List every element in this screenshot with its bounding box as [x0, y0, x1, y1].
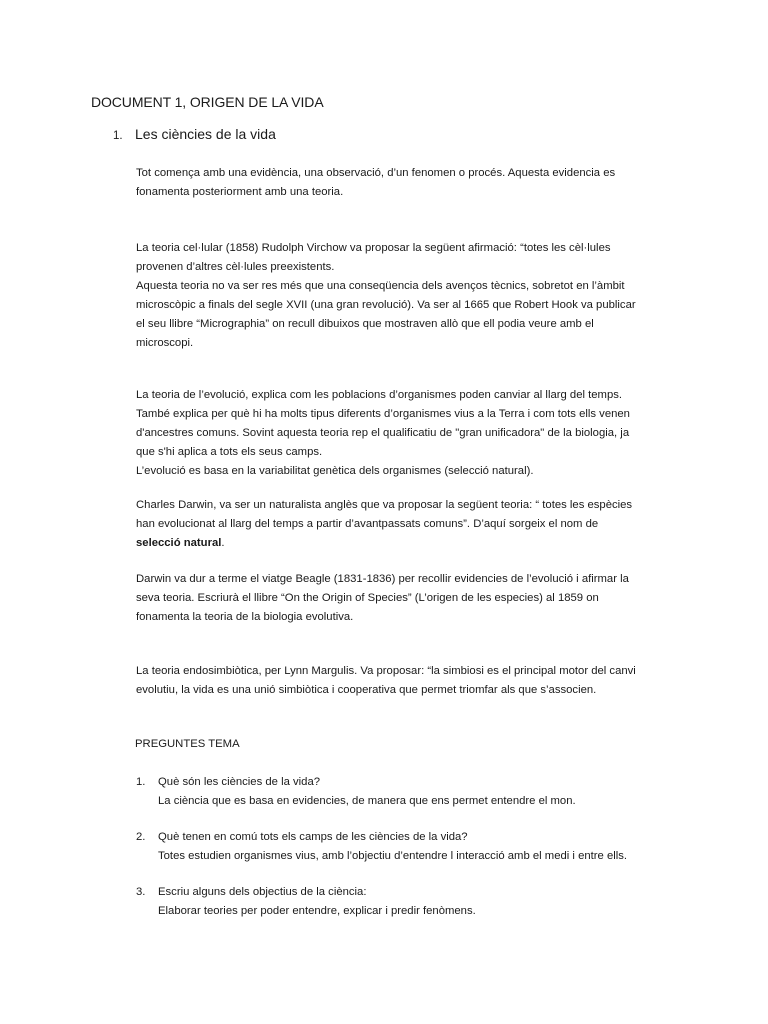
paragraph-line: Tot comença amb una evidència, una observació, d’un fenomen o procés. Aquesta evidencia es: [136, 167, 616, 179]
bold-term-tail: .: [221, 536, 225, 549]
question-number: 3.: [136, 886, 146, 898]
paragraph-endosymbiotic: [136, 662, 676, 700]
question-text: Què són les ciències de la vida?: [158, 776, 321, 788]
paragraph-line: Darwin va dur a terme el viatge Beagle (1831-1836) per recollir evidencies de l’evolució i afirmar la: [136, 573, 629, 585]
paragraph-line: La teoria cel·lular (1858) Rudolph Virchow va proposar la següent afirmació: “totes les cèl·lules: [136, 242, 611, 254]
section-heading-text: Les ciències de la vida: [135, 126, 276, 142]
paragraph-line: microscopi.: [136, 336, 194, 349]
paragraph-beagle: [136, 570, 676, 627]
paragraph-line: microscòpic a finals del segle XVII (una gran revolució). Va ser al 1665 que Robert Hook va publicar: [136, 298, 636, 311]
paragraph-cell-theory: [136, 239, 676, 352]
question-answer: Elaborar teories per poder entendre, explicar i predir fenòmens.: [158, 904, 476, 917]
paragraph-line: També explica per què hi ha molts tipus diferents d’organismes vius a la Terra i com tots ells venen: [136, 407, 630, 420]
question-answer: La ciència que es basa en evidencies, de manera que ens permet entendre el mon.: [158, 794, 576, 807]
question-text: Què tenen en comú tots els camps de les ciències de la vida?: [158, 831, 468, 843]
paragraph-line: provenen d’altres cèl·lules preexistents.: [136, 260, 335, 273]
paragraph-intro: [136, 164, 676, 202]
paragraph-line: La teoria endosimbiòtica, per Lynn Margulis. Va proposar: “la simbiosi es el principal motor del canvi: [136, 665, 636, 677]
paragraph-line: han evolucionat al llarg del temps a partir d’avantpassats comuns”. D’aquí sorgeix el nom de: [136, 517, 599, 530]
question-item: [136, 828, 696, 866]
paragraph-line: seva teoria. Escriurà el llibre “On the Origin of Species” (L’origen de les especies) al 1859 on: [136, 591, 599, 604]
paragraph-line: evolutiu, la vida es una unió simbiòtica i cooperativa que permet triomfar als que s’associen.: [136, 683, 597, 696]
paragraph-line: que s'hi aplica a tots els seus camps.: [136, 445, 323, 458]
paragraph-line: L’evolució es basa en la variabilitat genètica dels organismes (selecció natural).: [136, 464, 534, 477]
paragraph-line: el seu llibre “Micrographia” on recull dibuixos que mostraven allò que ell podia veure amb el: [136, 317, 594, 330]
paragraph-line-bold: [136, 534, 676, 553]
questions-title: PREGUNTES TEMA: [135, 738, 240, 750]
question-text: Escriu alguns dels objectius de la ciència:: [158, 886, 367, 898]
question-number: 2.: [136, 831, 146, 843]
paragraph-line: fonamenta la teoria de la biologia evolutiva.: [136, 610, 354, 623]
question-answer: Totes estudien organismes vius, amb l’objectiu d’entendre l interacció amb el medi i entre ells.: [158, 849, 628, 862]
question-number: 1.: [136, 776, 146, 788]
paragraph-darwin: [136, 496, 676, 553]
paragraph-line: d'ancestres comuns. Sovint aquesta teoria rep el qualificatiu de "gran unificadora" de la biologia, ja: [136, 426, 630, 439]
bold-term: selecció natural: [136, 536, 222, 549]
question-item: [136, 773, 696, 811]
question-item: [136, 883, 696, 921]
paragraph-line: La teoria de l’evolució, explica com les poblacions d’organismes poden canviar al llarg del temps.: [136, 389, 623, 401]
page-title: DOCUMENT 1, ORIGEN DE LA VIDA: [91, 94, 324, 110]
paragraph-line: Aquesta teoria no va ser res més que una conseqüencia dels avenços tècnics, sobretot en l’àmbit: [136, 279, 625, 292]
paragraph-line: fonamenta posteriorment amb una teoria.: [136, 185, 344, 198]
section-number: 1.: [113, 130, 123, 142]
paragraph-line: Charles Darwin, va ser un naturalista anglès que va proposar la següent teoria: “ totes les espècies: [136, 499, 633, 511]
paragraph-evolution-theory: [136, 386, 676, 481]
section-heading: [113, 126, 276, 142]
